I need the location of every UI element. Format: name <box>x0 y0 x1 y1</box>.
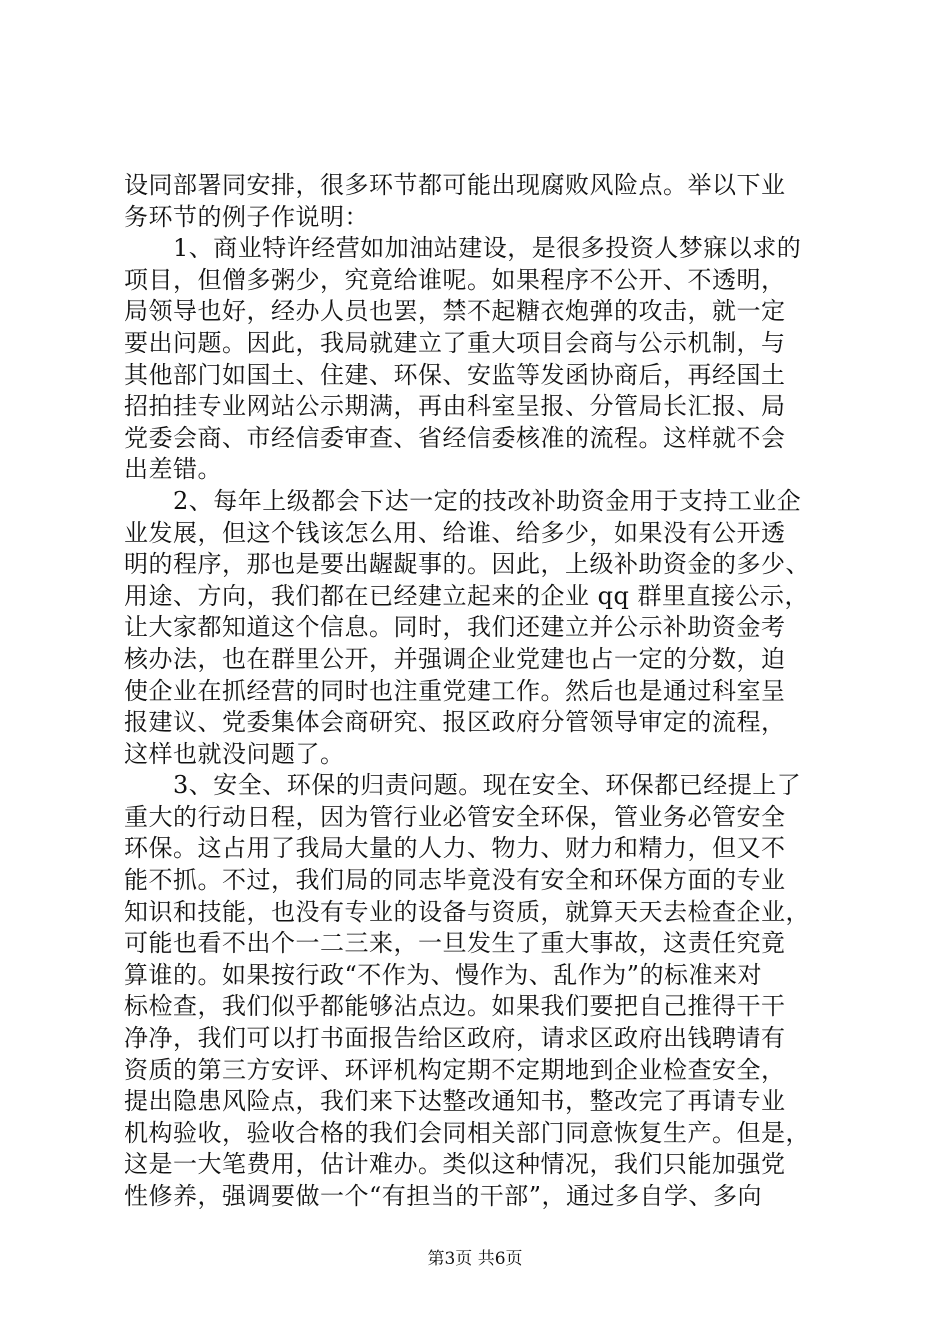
text-line: 可能也看不出个一二三来，一旦发生了重大事故，这责任究竟 <box>124 929 786 958</box>
text-line: 2、每年上级都会下达一定的技改补助资金用于支持工业企 <box>124 486 802 515</box>
text-line: 标检查，我们似乎都能够沾点边。如果我们要把自己推得干干 <box>124 992 786 1021</box>
text-line: 这样也就没问题了。 <box>124 739 345 768</box>
text-line: 要出问题。因此，我局就建立了重大项目会商与公示机制，与 <box>124 328 786 357</box>
text-line: 机构验收，验收合格的我们会同相关部门同意恢复生产。但是， <box>124 1118 810 1147</box>
text-line: 算谁的。如果按行政“不作为、慢作为、乱作为”的标准来对 <box>124 960 763 989</box>
page-number-footer: 第3页 共6页 <box>427 1249 523 1269</box>
text-line: 出差错。 <box>124 455 222 484</box>
text-line: 招拍挂专业网站公示期满，再由科室呈报、分管局长汇报、局 <box>124 392 786 421</box>
text-line: 1、商业特许经营如加油站建设，是很多投资人梦寐以求的 <box>124 234 802 263</box>
text-line: 提出隐患风险点，我们来下达整改通知书，整改完了再请专业 <box>124 1087 786 1116</box>
text-line: 明的程序，那也是要出龌龊事的。因此，上级补助资金的多少、 <box>124 550 810 579</box>
text-line: 项目，但僧多粥少，究竟给谁呢。如果程序不公开、不透明， <box>124 265 786 294</box>
text-line: 报建议、党委集体会商研究、报区政府分管领导审定的流程， <box>124 708 786 737</box>
text-line: 让大家都知道这个信息。同时，我们还建立并公示补助资金考 <box>124 613 786 642</box>
text-line: 务环节的例子作说明： <box>124 202 369 231</box>
text-line: 环保。这占用了我局大量的人力、物力、财力和精力，但又不 <box>124 834 786 863</box>
text-line: 性修养，强调要做一个“有担当的干部”，通过多自学、多向 <box>124 1182 763 1210</box>
text-line: 净净，我们可以打书面报告给区政府，请求区政府出钱聘请有 <box>124 1024 786 1053</box>
text-line: 这是一大笔费用，估计难办。类似这种情况，我们只能加强党 <box>124 1150 786 1179</box>
text-line: 其他部门如国土、住建、环保、安监等发函协商后，再经国土 <box>124 360 786 389</box>
text-line: 业发展，但这个钱该怎么用、给谁、给多少，如果没有公开透 <box>124 518 786 547</box>
text-line: 重大的行动日程，因为管行业必管安全环保，管业务必管安全 <box>124 802 786 831</box>
text-line: 资质的第三方安评、环评机构定期不定期地到企业检查安全， <box>124 1055 786 1084</box>
document-body <box>124 170 839 1213</box>
text-line: 3、安全、环保的归责问题。现在安全、环保都已经提上了 <box>124 771 802 800</box>
text-line: 核办法，也在群里公开，并强调企业党建也占一定的分数，迫 <box>124 644 786 673</box>
text-line: 使企业在抓经营的同时也注重党建工作。然后也是通过科室呈 <box>124 676 786 705</box>
text-line: 局领导也好，经办人员也罢，禁不起糖衣炮弹的攻击，就一定 <box>124 297 786 326</box>
text-line: 能不抓。不过，我们局的同志毕竟没有安全和环保方面的专业 <box>124 866 786 895</box>
text-line: 知识和技能，也没有专业的设备与资质，就算天天去检查企业， <box>124 897 810 926</box>
text-line: 用途、方向，我们都在已经建立起来的企业 qq 群里直接公示， <box>124 581 809 610</box>
text-line: 党委会商、市经信委审查、省经信委核准的流程。这样就不会 <box>124 423 786 452</box>
text-line: 设同部署同安排，很多环节都可能出现腐败风险点。举以下业 <box>124 171 786 199</box>
